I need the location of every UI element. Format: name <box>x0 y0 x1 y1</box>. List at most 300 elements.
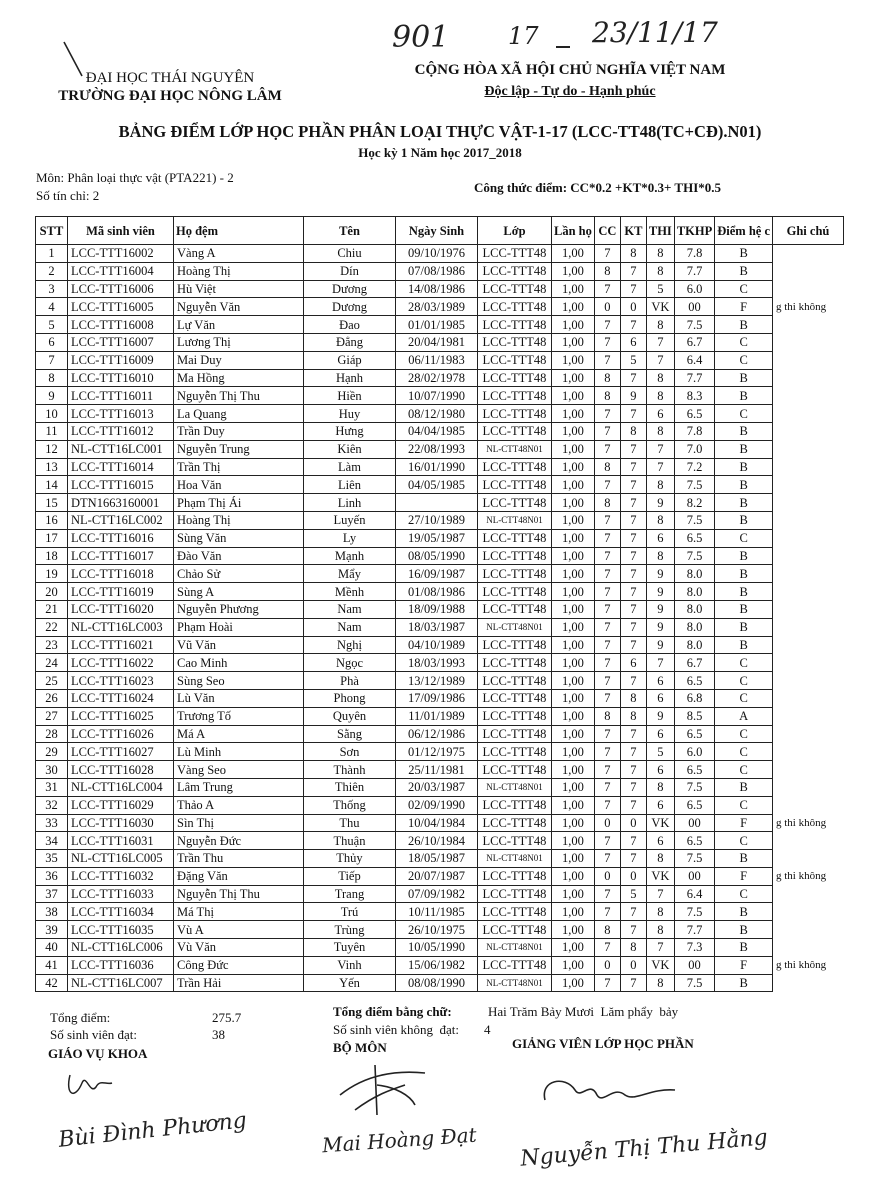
cell-first-name: Hiền <box>304 387 396 405</box>
cell-class: LCC-TTT48 <box>478 867 552 885</box>
cell-thi: 8 <box>646 387 674 405</box>
cell-note <box>773 369 844 387</box>
cell-grade-letter: B <box>715 511 773 529</box>
university-name: ĐẠI HỌC THÁI NGUYÊN <box>85 70 255 86</box>
cell-birthdate: 20/03/1987 <box>396 778 478 796</box>
cell-birthdate: 08/08/1990 <box>396 974 478 992</box>
cell-middle-name: Trần Thị <box>174 458 304 476</box>
cell-cc: 7 <box>594 565 620 583</box>
department-signature <box>335 1055 435 1125</box>
cell-cc: 0 <box>594 298 620 316</box>
cell-middle-name: Nguyễn Văn <box>174 298 304 316</box>
cell-note <box>773 850 844 868</box>
cell-first-name: Luyến <box>304 511 396 529</box>
cell-class: LCC-TTT48 <box>478 422 552 440</box>
cell-first-name: Vinh <box>304 956 396 974</box>
cell-first-name: Đẳng <box>304 333 396 351</box>
cell-tkhp: 6.5 <box>674 725 714 743</box>
cell-kt: 7 <box>620 850 646 868</box>
cell-attempt: 1,00 <box>552 672 595 690</box>
cell-thi: 5 <box>646 743 674 761</box>
cell-birthdate: 04/04/1985 <box>396 422 478 440</box>
cell-student-id: NL-CTT16LC001 <box>68 440 174 458</box>
cell-grade-letter: C <box>715 529 773 547</box>
cell-stt: 35 <box>36 850 68 868</box>
cell-middle-name: Vàng Seo <box>174 761 304 779</box>
cell-grade-letter: B <box>715 316 773 334</box>
school-name: TRƯỜNG ĐẠI HỌC NÔNG LÂM <box>58 88 282 104</box>
cell-birthdate: 01/12/1975 <box>396 743 478 761</box>
cell-middle-name: Sìn Thị <box>174 814 304 832</box>
cell-class: LCC-TTT48 <box>478 796 552 814</box>
cell-stt: 26 <box>36 689 68 707</box>
cell-birthdate: 25/11/1981 <box>396 761 478 779</box>
cell-tkhp: 6.5 <box>674 529 714 547</box>
academic-office-signature <box>60 1065 120 1105</box>
cell-thi: 8 <box>646 316 674 334</box>
cell-middle-name: Vũ Văn <box>174 636 304 654</box>
cell-tkhp: 7.7 <box>674 369 714 387</box>
cell-grade-letter: B <box>715 422 773 440</box>
cell-attempt: 1,00 <box>552 440 595 458</box>
cell-attempt: 1,00 <box>552 245 595 263</box>
cell-middle-name: Vàng A <box>174 245 304 263</box>
cell-student-id: NL-CTT16LC006 <box>68 939 174 957</box>
cell-kt: 8 <box>620 245 646 263</box>
cell-thi: 8 <box>646 511 674 529</box>
cell-grade-letter: C <box>715 351 773 369</box>
cell-middle-name: Vù Văn <box>174 939 304 957</box>
cell-cc: 7 <box>594 796 620 814</box>
table-row <box>36 618 844 636</box>
cell-student-id: LCC-TTT16030 <box>68 814 174 832</box>
cell-student-id: LCC-TTT16005 <box>68 298 174 316</box>
cell-tkhp: 7.5 <box>674 316 714 334</box>
cell-grade-letter: C <box>715 280 773 298</box>
cell-kt: 7 <box>620 405 646 423</box>
cell-note <box>773 476 844 494</box>
cell-birthdate: 13/12/1989 <box>396 672 478 690</box>
cell-tkhp: 7.5 <box>674 547 714 565</box>
cell-grade-letter: B <box>715 939 773 957</box>
cell-kt: 5 <box>620 885 646 903</box>
cell-cc: 7 <box>594 547 620 565</box>
cell-tkhp: 6.4 <box>674 351 714 369</box>
cell-grade-letter: C <box>715 885 773 903</box>
lecturer-title: GIẢNG VIÊN LỚP HỌC PHẦN <box>512 1036 694 1051</box>
table-row <box>36 316 844 334</box>
cell-kt: 0 <box>620 298 646 316</box>
cell-thi: 6 <box>646 796 674 814</box>
cell-middle-name: Vù A <box>174 921 304 939</box>
cell-class: LCC-TTT48 <box>478 921 552 939</box>
table-row <box>36 636 844 654</box>
cell-tkhp: 00 <box>674 298 714 316</box>
cell-attempt: 1,00 <box>552 761 595 779</box>
cell-kt: 8 <box>620 707 646 725</box>
cell-class: LCC-TTT48 <box>478 725 552 743</box>
cell-student-id: LCC-TTT16020 <box>68 600 174 618</box>
table-row <box>36 387 844 405</box>
cell-kt: 7 <box>620 636 646 654</box>
cell-class: LCC-TTT48 <box>478 369 552 387</box>
cell-note <box>773 974 844 992</box>
cell-grade-letter: B <box>715 494 773 512</box>
cell-tkhp: 8.5 <box>674 707 714 725</box>
cell-note <box>773 511 844 529</box>
cell-note <box>773 725 844 743</box>
cell-kt: 8 <box>620 689 646 707</box>
cell-attempt: 1,00 <box>552 885 595 903</box>
cell-note <box>773 440 844 458</box>
cell-attempt: 1,00 <box>552 262 595 280</box>
table-row <box>36 245 844 263</box>
cell-cc: 7 <box>594 529 620 547</box>
cell-tkhp: 00 <box>674 814 714 832</box>
cell-tkhp: 7.2 <box>674 458 714 476</box>
cell-tkhp: 6.5 <box>674 796 714 814</box>
grades-table <box>35 216 844 992</box>
cell-student-id: LCC-TTT16026 <box>68 725 174 743</box>
cell-tkhp: 7.7 <box>674 921 714 939</box>
table-row <box>36 476 844 494</box>
cell-thi: 6 <box>646 529 674 547</box>
cell-kt: 7 <box>620 511 646 529</box>
cell-grade-letter: A <box>715 707 773 725</box>
total-score-label: Tổng điểm: <box>50 1010 111 1025</box>
cell-student-id: LCC-TTT16036 <box>68 956 174 974</box>
lecturer-name: Nguyễn Thị Thu Hằng <box>519 1125 769 1172</box>
cell-stt: 22 <box>36 618 68 636</box>
cell-stt: 11 <box>36 422 68 440</box>
cell-attempt: 1,00 <box>552 850 595 868</box>
cell-grade-letter: C <box>715 796 773 814</box>
cell-class: LCC-TTT48 <box>478 494 552 512</box>
cell-middle-name: Má Thị <box>174 903 304 921</box>
page-title: BẢNG ĐIỂM LỚP HỌC PHẦN PHÂN LOẠI THỰC VẬT-1-17 (LCC-TT48(TC+CĐ).N01) <box>118 122 762 141</box>
cell-cc: 8 <box>594 369 620 387</box>
cell-student-id: LCC-TTT16022 <box>68 654 174 672</box>
cell-first-name: Mẩy <box>304 565 396 583</box>
cell-kt: 7 <box>620 440 646 458</box>
cell-kt: 7 <box>620 476 646 494</box>
cell-student-id: LCC-TTT16014 <box>68 458 174 476</box>
table-row <box>36 298 844 316</box>
cell-grade-letter: B <box>715 583 773 601</box>
cell-middle-name: Trần Thu <box>174 850 304 868</box>
cell-student-id: LCC-TTT16031 <box>68 832 174 850</box>
table-row <box>36 369 844 387</box>
cell-first-name: Nam <box>304 618 396 636</box>
cell-first-name: Dương <box>304 298 396 316</box>
cell-middle-name: Hoa Văn <box>174 476 304 494</box>
cell-stt: 9 <box>36 387 68 405</box>
cell-student-id: LCC-TTT16004 <box>68 262 174 280</box>
cell-stt: 17 <box>36 529 68 547</box>
cell-attempt: 1,00 <box>552 583 595 601</box>
cell-student-id: LCC-TTT16011 <box>68 387 174 405</box>
cell-kt: 7 <box>620 672 646 690</box>
cell-birthdate: 16/09/1987 <box>396 565 478 583</box>
cell-kt: 7 <box>620 761 646 779</box>
cell-student-id: LCC-TTT16021 <box>68 636 174 654</box>
cell-tkhp: 7.5 <box>674 476 714 494</box>
cell-stt: 41 <box>36 956 68 974</box>
cell-tkhp: 7.8 <box>674 422 714 440</box>
table-row <box>36 654 844 672</box>
cell-cc: 7 <box>594 333 620 351</box>
cell-tkhp: 8.0 <box>674 600 714 618</box>
table-row <box>36 761 844 779</box>
cell-attempt: 1,00 <box>552 832 595 850</box>
cell-class: LCC-TTT48 <box>478 956 552 974</box>
cell-birthdate: 10/11/1985 <box>396 903 478 921</box>
cell-middle-name: Lù Văn <box>174 689 304 707</box>
cell-attempt: 1,00 <box>552 494 595 512</box>
passed-label: Số sinh viên đạt: <box>50 1027 138 1042</box>
cell-note <box>773 689 844 707</box>
cell-note <box>773 333 844 351</box>
cell-stt: 30 <box>36 761 68 779</box>
cell-note <box>773 761 844 779</box>
cell-class: NL-CTT48N01 <box>478 850 552 868</box>
cell-thi: 8 <box>646 262 674 280</box>
cell-thi: 7 <box>646 351 674 369</box>
cell-class: LCC-TTT48 <box>478 903 552 921</box>
cell-tkhp: 6.7 <box>674 654 714 672</box>
cell-kt: 7 <box>620 618 646 636</box>
cell-attempt: 1,00 <box>552 476 595 494</box>
cell-stt: 2 <box>36 262 68 280</box>
cell-grade-letter: B <box>715 618 773 636</box>
cell-attempt: 1,00 <box>552 422 595 440</box>
cell-cc: 7 <box>594 885 620 903</box>
col-header-stt: STT <box>36 217 68 245</box>
cell-attempt: 1,00 <box>552 778 595 796</box>
cell-tkhp: 6.0 <box>674 743 714 761</box>
cell-birthdate: 10/07/1990 <box>396 387 478 405</box>
cell-middle-name: Lù Minh <box>174 743 304 761</box>
table-row <box>36 974 844 992</box>
cell-kt: 0 <box>620 814 646 832</box>
cell-middle-name: Trương Tố <box>174 707 304 725</box>
cell-class: LCC-TTT48 <box>478 707 552 725</box>
cell-class: LCC-TTT48 <box>478 832 552 850</box>
cell-attempt: 1,00 <box>552 458 595 476</box>
cell-birthdate: 26/10/1984 <box>396 832 478 850</box>
cell-student-id: NL-CTT16LC005 <box>68 850 174 868</box>
cell-kt: 5 <box>620 351 646 369</box>
cell-birthdate: 11/01/1989 <box>396 707 478 725</box>
cell-tkhp: 8.0 <box>674 565 714 583</box>
cell-birthdate: 10/04/1984 <box>396 814 478 832</box>
cell-note <box>773 529 844 547</box>
cell-thi: VK <box>646 956 674 974</box>
cell-cc: 7 <box>594 850 620 868</box>
cell-attempt: 1,00 <box>552 565 595 583</box>
table-row <box>36 672 844 690</box>
cell-cc: 7 <box>594 440 620 458</box>
cell-note <box>773 245 844 263</box>
cell-grade-letter: C <box>715 333 773 351</box>
cell-stt: 42 <box>36 974 68 992</box>
table-row <box>36 422 844 440</box>
cell-thi: 6 <box>646 761 674 779</box>
cell-stt: 16 <box>36 511 68 529</box>
cell-stt: 19 <box>36 565 68 583</box>
cell-birthdate: 19/05/1987 <box>396 529 478 547</box>
cell-cc: 7 <box>594 245 620 263</box>
handwritten-mark: 17 <box>508 22 539 50</box>
cell-kt: 7 <box>620 547 646 565</box>
cell-kt: 7 <box>620 565 646 583</box>
cell-middle-name: Má A <box>174 725 304 743</box>
cell-grade-letter: C <box>715 405 773 423</box>
cell-tkhp: 7.5 <box>674 850 714 868</box>
cell-student-id: LCC-TTT16035 <box>68 921 174 939</box>
cell-stt: 25 <box>36 672 68 690</box>
cell-attempt: 1,00 <box>552 796 595 814</box>
cell-grade-letter: B <box>715 850 773 868</box>
cell-birthdate: 18/03/1993 <box>396 654 478 672</box>
cell-tkhp: 00 <box>674 956 714 974</box>
cell-stt: 39 <box>36 921 68 939</box>
cell-attempt: 1,00 <box>552 956 595 974</box>
cell-student-id: LCC-TTT16009 <box>68 351 174 369</box>
cell-grade-letter: B <box>715 458 773 476</box>
passed-value: 38 <box>212 1027 225 1042</box>
cell-grade-letter: B <box>715 778 773 796</box>
cell-student-id: LCC-TTT16002 <box>68 245 174 263</box>
cell-kt: 7 <box>620 316 646 334</box>
academic-office-title: GIÁO VỤ KHOA <box>48 1046 148 1061</box>
cell-cc: 7 <box>594 600 620 618</box>
cell-note <box>773 405 844 423</box>
cell-student-id: LCC-TTT16019 <box>68 583 174 601</box>
cell-grade-letter: B <box>715 476 773 494</box>
total-score-value: 275.7 <box>212 1010 242 1025</box>
cell-stt: 33 <box>36 814 68 832</box>
cell-first-name: Hạnh <box>304 369 396 387</box>
cell-birthdate: 06/11/1983 <box>396 351 478 369</box>
cell-grade-letter: C <box>715 689 773 707</box>
cell-note <box>773 654 844 672</box>
cell-tkhp: 6.8 <box>674 689 714 707</box>
col-header-grade-letter: Điểm hệ c <box>715 217 773 245</box>
cell-birthdate: 04/05/1985 <box>396 476 478 494</box>
cell-attempt: 1,00 <box>552 298 595 316</box>
cell-note: g thi không <box>776 870 827 883</box>
table-row <box>36 814 844 832</box>
cell-attempt: 1,00 <box>552 369 595 387</box>
cell-cc: 0 <box>594 956 620 974</box>
cell-stt: 21 <box>36 600 68 618</box>
cell-tkhp: 7.5 <box>674 778 714 796</box>
cell-note <box>773 939 844 957</box>
cell-middle-name: Lâm Trung <box>174 778 304 796</box>
cell-note <box>773 636 844 654</box>
cell-attempt: 1,00 <box>552 725 595 743</box>
cell-first-name: Thiên <box>304 778 396 796</box>
cell-tkhp: 6.0 <box>674 280 714 298</box>
cell-class: NL-CTT48N01 <box>478 440 552 458</box>
cell-stt: 40 <box>36 939 68 957</box>
cell-tkhp: 6.5 <box>674 672 714 690</box>
cell-stt: 23 <box>36 636 68 654</box>
cell-middle-name: Cao Minh <box>174 654 304 672</box>
table-row <box>36 351 844 369</box>
cell-grade-letter: C <box>715 654 773 672</box>
cell-cc: 7 <box>594 743 620 761</box>
cell-note <box>773 280 844 298</box>
cell-stt: 5 <box>36 316 68 334</box>
cell-tkhp: 6.5 <box>674 761 714 779</box>
cell-note <box>773 547 844 565</box>
cell-student-id: NL-CTT16LC004 <box>68 778 174 796</box>
cell-birthdate: 22/08/1993 <box>396 440 478 458</box>
cell-birthdate: 16/01/1990 <box>396 458 478 476</box>
cell-grade-letter: B <box>715 245 773 263</box>
cell-thi: 8 <box>646 974 674 992</box>
cell-thi: 6 <box>646 832 674 850</box>
cell-birthdate: 01/08/1986 <box>396 583 478 601</box>
cell-note <box>773 583 844 601</box>
cell-first-name: Thành <box>304 761 396 779</box>
cell-middle-name: Đào Văn <box>174 547 304 565</box>
cell-student-id: LCC-TTT16017 <box>68 547 174 565</box>
cell-grade-letter: B <box>715 440 773 458</box>
cell-birthdate: 04/10/1989 <box>396 636 478 654</box>
cell-thi: 8 <box>646 903 674 921</box>
cell-stt: 20 <box>36 583 68 601</box>
cell-stt: 4 <box>36 298 68 316</box>
cell-thi: 6 <box>646 672 674 690</box>
cell-middle-name: Lương Thị <box>174 333 304 351</box>
cell-cc: 8 <box>594 262 620 280</box>
cell-grade-letter: B <box>715 262 773 280</box>
cell-tkhp: 6.5 <box>674 405 714 423</box>
cell-middle-name: Sùng Văn <box>174 529 304 547</box>
cell-tkhp: 7.5 <box>674 511 714 529</box>
cell-student-id: LCC-TTT16027 <box>68 743 174 761</box>
cell-first-name: Chiu <box>304 245 396 263</box>
cell-thi: 7 <box>646 885 674 903</box>
cell-class: LCC-TTT48 <box>478 583 552 601</box>
cell-middle-name: Sùng Seo <box>174 672 304 690</box>
cell-kt: 7 <box>620 832 646 850</box>
cell-grade-letter: B <box>715 921 773 939</box>
cell-middle-name: Trần Hải <box>174 974 304 992</box>
cell-attempt: 1,00 <box>552 689 595 707</box>
cell-middle-name: Công Đức <box>174 956 304 974</box>
cell-thi: 7 <box>646 939 674 957</box>
cell-stt: 18 <box>36 547 68 565</box>
cell-attempt: 1,00 <box>552 921 595 939</box>
cell-thi: 9 <box>646 618 674 636</box>
cell-cc: 7 <box>594 725 620 743</box>
cell-note <box>773 707 844 725</box>
cell-first-name: Thu <box>304 814 396 832</box>
cell-attempt: 1,00 <box>552 387 595 405</box>
cell-tkhp: 7.8 <box>674 245 714 263</box>
cell-thi: 8 <box>646 245 674 263</box>
cell-note <box>773 778 844 796</box>
cell-cc: 7 <box>594 689 620 707</box>
cell-attempt: 1,00 <box>552 405 595 423</box>
cell-attempt: 1,00 <box>552 636 595 654</box>
cell-first-name: Mạnh <box>304 547 396 565</box>
cell-middle-name: La Quang <box>174 405 304 423</box>
